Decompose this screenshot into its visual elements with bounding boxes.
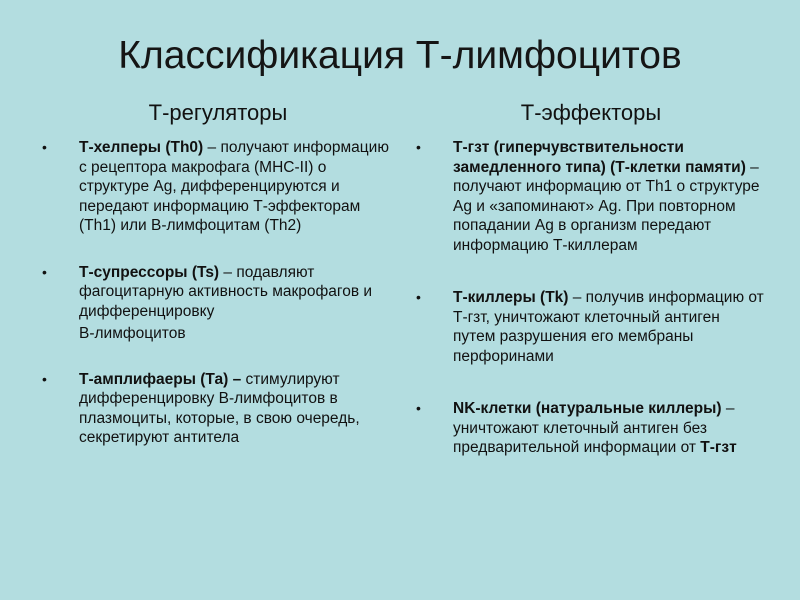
term-description: – получают информацию с рецептора макрофага (МНС-II) о структуре Ag, дифференцируются и передают информацию Т-эффекторам (Th1) или В-лимфоцитам (Th2)	[79, 139, 389, 234]
term-label: Т-гзт (гиперчувствительности замедленного типа) (Т-клетки памяти)	[453, 139, 746, 176]
term-label: Т-амплифаеры (Та) –	[79, 370, 242, 388]
bullet-icon: •	[42, 139, 47, 155]
list-item-helpers	[42, 138, 394, 236]
bullet-icon: •	[416, 400, 421, 416]
term-description: – уничтожают клеточный антиген без предварительной информации от	[453, 400, 735, 456]
bullet-icon: •	[42, 263, 47, 280]
term-label-end: Т-гзт	[700, 439, 737, 456]
bullet-icon: •	[42, 370, 47, 387]
column-heading-regulators: Т-регуляторы	[148, 100, 288, 125]
column-effectors	[416, 100, 766, 458]
list-item-nk-cells	[416, 399, 766, 458]
bullet-icon: •	[416, 139, 421, 155]
column-regulators	[42, 100, 394, 448]
list-item-dth	[416, 138, 766, 255]
term-description: стимулируют дифференцировку В-лимфоцитов в плазмоциты, которые, в свою очередь, секретируют антитела	[79, 370, 360, 446]
term-label: Т-супрессоры (Ts)	[79, 263, 220, 281]
term-description: – получив информацию от Т-гзт, уничтожают клеточный антиген путем разрушения его мембраны перфоринами	[453, 289, 764, 365]
term-label: Т-киллеры (Tk)	[453, 289, 569, 306]
list-item-suppressors	[42, 263, 394, 322]
bullet-icon: •	[416, 289, 421, 305]
term-label: Т-хелперы (Th0)	[79, 139, 204, 156]
term-description: – подавляют фагоцитарную активность макрофагов и дифференцировку	[79, 263, 373, 320]
list-item-amplifiers	[42, 370, 394, 448]
column-heading-effectors: Т-эффекторы	[520, 100, 662, 125]
list-item-continuation	[42, 324, 394, 344]
continuation-text: В-лимфоцитов	[79, 325, 186, 342]
term-description: – получают информацию от Th1 о структуре Ag и «запоминают» Ag. При повторном попадании Ag в организм передают информацию Т-киллерам	[453, 158, 760, 254]
term-label: NK-клетки (натуральные киллеры)	[453, 400, 722, 417]
slide-title: Классификация Т-лимфоцитов	[118, 34, 682, 77]
list-item-killers	[416, 288, 766, 366]
